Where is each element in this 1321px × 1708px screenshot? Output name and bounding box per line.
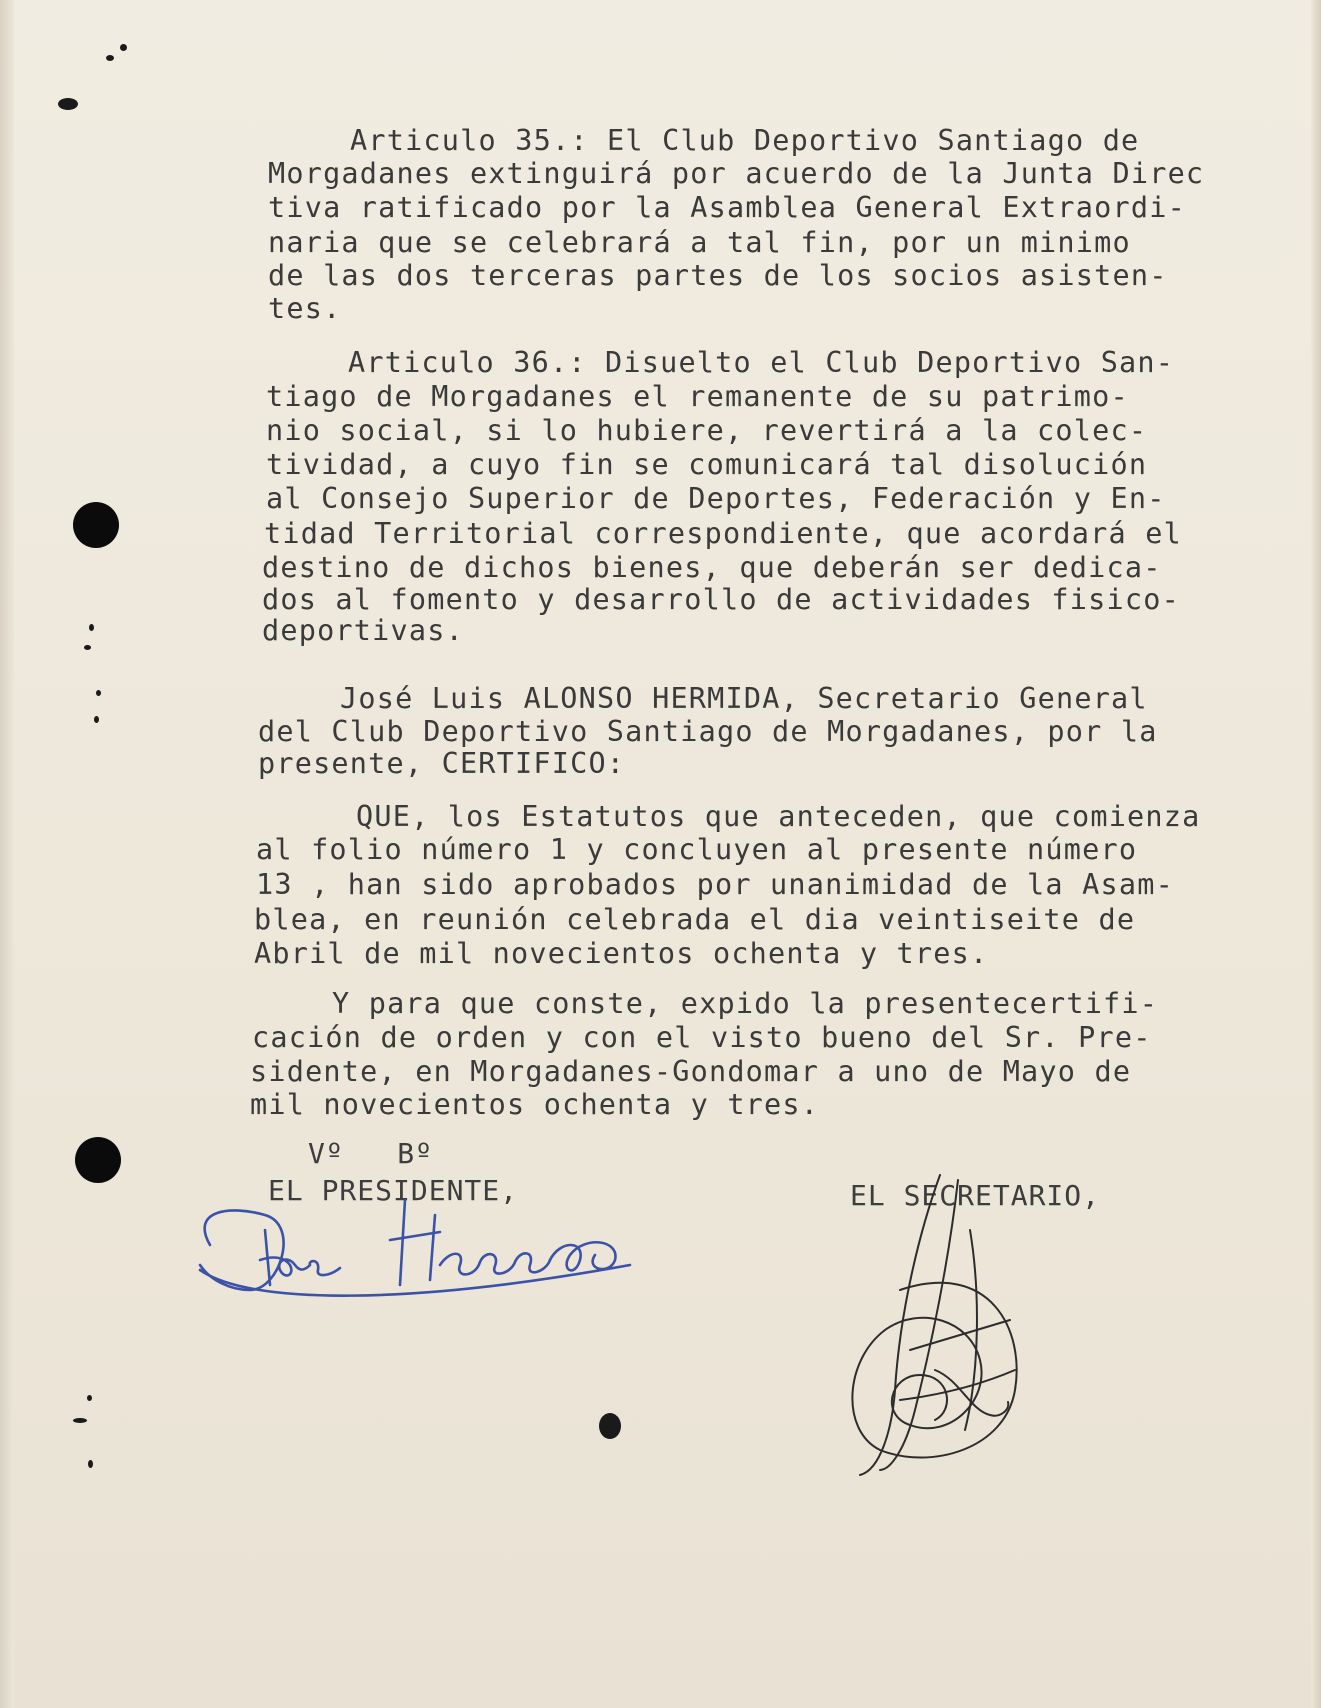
text-line: José Luis ALONSO HERMIDA, Secretario General [340,682,1148,715]
text-line: QUE, los Estatutos que anteceden, que comienza [356,800,1201,833]
ink-speck [106,55,114,61]
text-line: al folio número 1 y concluyen al presente número [256,833,1138,866]
text-line: presente, CERTIFICO: [258,747,626,780]
text-line: tiva ratificado por la Asamblea General Extraordi- [268,191,1186,224]
text-line: Articulo 36.: Disuelto el Club Deportivo San- [348,346,1175,379]
text-line: Morgadanes extinguirá por acuerdo de la Junta Direc [268,157,1205,190]
visto-bueno-label: Vº Bº [308,1137,434,1170]
president-label: EL PRESIDENTE, [268,1174,519,1207]
text-line: dos al fomento y desarrollo de actividades fisico- [262,583,1180,616]
ink-speck [120,44,127,51]
text-line: tividad, a cuyo fin se comunicará tal disolución [266,448,1148,481]
text-line: naria que se celebrará a tal fin, por un minimo [268,226,1131,259]
ink-speck [73,1418,87,1423]
ink-speck [87,1395,92,1401]
text-line: mil novecientos ochenta y tres. [250,1088,820,1121]
text-line: Y para que conste, expido la presentecertifi- [332,987,1159,1020]
text-line: al Consejo Superior de Deportes, Federación y En- [266,482,1166,515]
ink-speck [94,716,99,723]
ink-speck [88,1460,93,1468]
ink-speck [58,98,78,110]
text-line: sidente, en Morgadanes-Gondomar a uno de Mayo de [250,1055,1132,1088]
text-line: Abril de mil novecientos ochenta y tres. [254,937,989,970]
text-line: cación de orden y con el visto bueno del Sr. Pre- [252,1021,1152,1054]
ink-speck [89,624,94,631]
secretary-signature [840,1170,1040,1480]
ink-speck [599,1413,621,1439]
text-line: tidad Territorial correspondiente, que acordará el [264,517,1182,550]
text-line: del Club Deportivo Santiago de Morgadanes, por la [258,715,1158,748]
text-line: nio social, si lo hubiere, revertirá a la colec- [266,414,1148,447]
president-signature [190,1170,670,1320]
text-line: blea, en reunión celebrada el dia veintiseite de [254,903,1136,936]
text-line: tes. [268,292,342,325]
secretary-label: EL SECRETARIO, [850,1179,1101,1212]
text-line: deportivas. [262,614,464,647]
text-line: tiago de Morgadanes el remanente de su patrimo- [266,380,1129,413]
text-line: de las dos terceras partes de los socios asisten- [268,259,1168,292]
ink-speck [96,690,101,696]
paper-right-edge [1311,0,1321,1708]
text-line: destino de dichos bienes, que deberán ser dedica- [262,551,1162,584]
text-line: Articulo 35.: El Club Deportivo Santiago de [350,124,1140,157]
punch-hole-bottom [75,1137,121,1183]
punch-hole-top [73,502,119,548]
ink-speck [84,645,91,650]
paper-left-edge [0,0,14,1708]
text-line: 13 , han sido aprobados por unanimidad de la Asam- [256,868,1174,901]
